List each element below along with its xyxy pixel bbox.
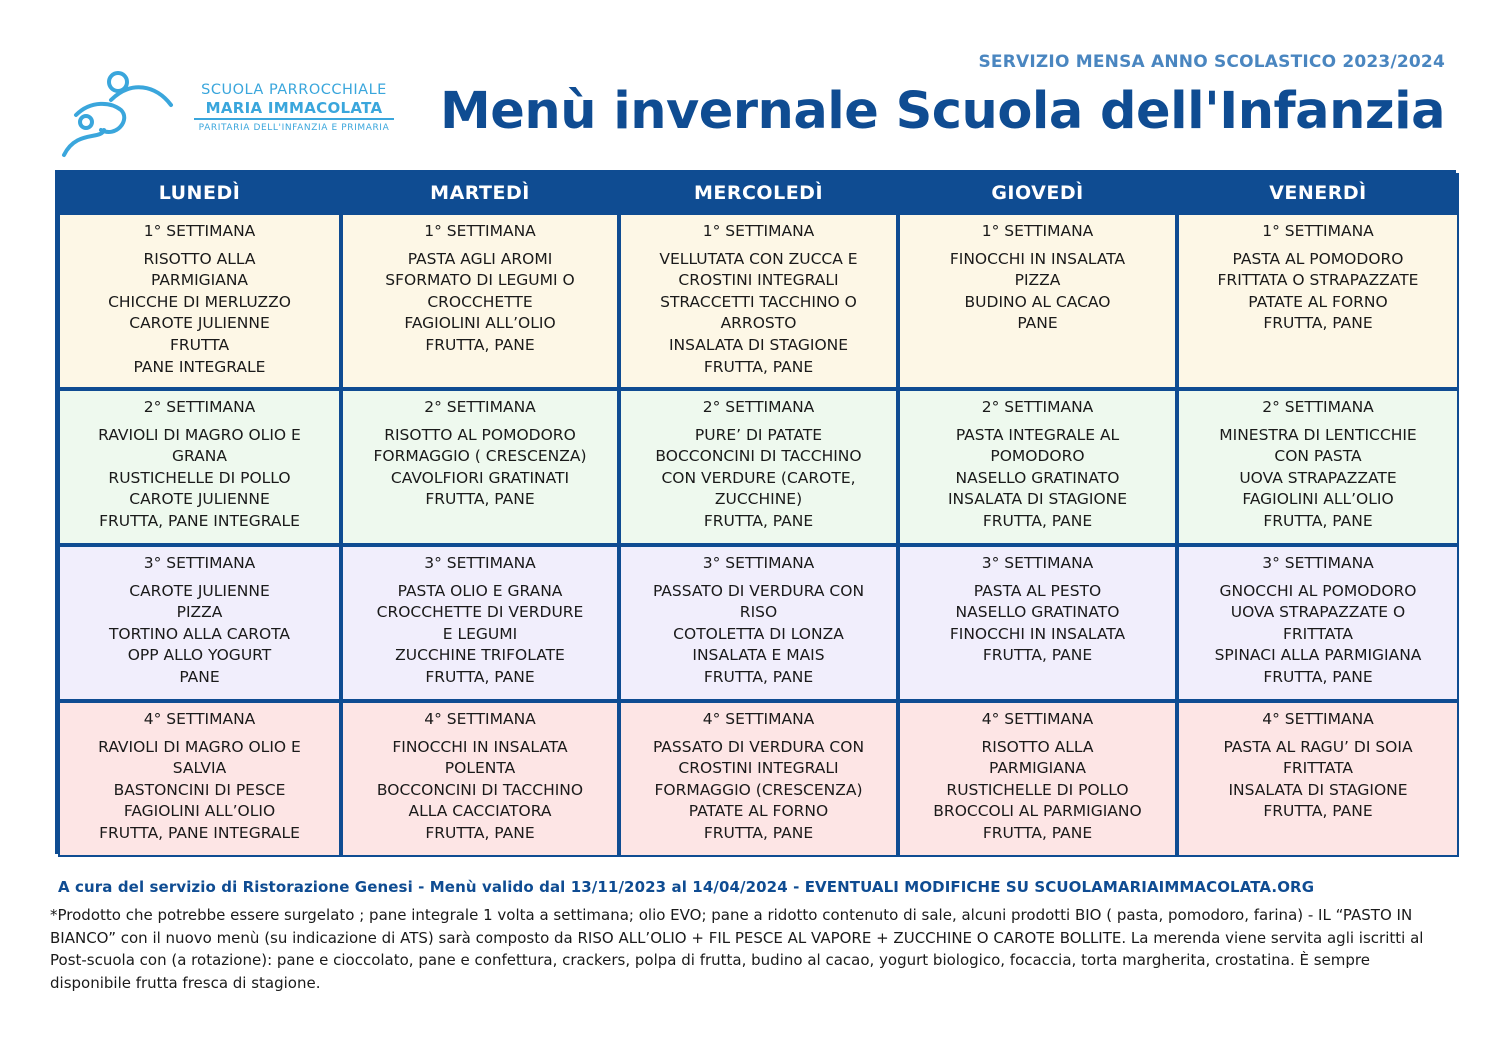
- week-label: 3° SETTIMANA: [981, 554, 1094, 572]
- menu-items: PASTA OLIO E GRANA CROCCHETTE DI VERDURE E LEGUMI ZUCCHINE TRIFOLATE FRUTTA, PANE: [376, 581, 584, 686]
- week-label: 2° SETTIMANA: [424, 398, 536, 416]
- day-header: LUNEDÌ: [58, 173, 341, 213]
- menu-cell: [619, 701, 898, 857]
- menu-cell: [341, 545, 619, 701]
- menu-items: RISOTTO ALLA PARMIGIANA CHICCHE DI MERLUZZO CAROTE JULIENNE FRUTTA PANE INTEGRALE: [108, 249, 291, 376]
- logo-line-1: SCUOLA PARROCCHIALE: [201, 82, 387, 98]
- week-label: 3° SETTIMANA: [143, 554, 256, 572]
- footer-notes: *Prodotto che potrebbe essere surgelato ; pane integrale 1 volta a settimana; olio EVO; pane a ridotto contenuto di sale, alcuni prodotti BIO ( pasta, pomodoro, farina) - IL “PASTO IN BIANCO” con il nuovo menù (su indicazione di ATS) sarà composto da RISO ALL’OLIO + FIL PESCE AL VAPORE + ZUCCHINE O CAROTE BOLLITE. La merenda viene servita agli iscritti al Post-scuola con (a rotazione): pane e cioccolato, pane e confettura, crackers, polpa di frutta, budino al cacao, yogurt biologico, focaccia, torta margherita, crostatina. È sempre disponibile frutta fresca di stagione.: [50, 906, 1424, 992]
- menu-items: RISOTTO ALLA PARMIGIANA RUSTICHELLE DI POLLO BROCCOLI AL PARMIGIANO FRUTTA, PANE: [933, 737, 1142, 842]
- menu-cell: [619, 389, 898, 545]
- week-label: 1° SETTIMANA: [143, 222, 256, 240]
- menu-cell: [341, 701, 619, 857]
- logo-line-2: MARIA IMMACOLATA: [194, 99, 394, 120]
- week-label: 3° SETTIMANA: [424, 554, 536, 572]
- logo-line-3: PARITARIA DELL'INFANZIA E PRIMARIA: [198, 123, 390, 133]
- week-label: 4° SETTIMANA: [424, 710, 536, 728]
- footer-credits: A cura del servizio di Ristorazione Genesi - Menù valido dal 13/11/2023 al 14/04/2024 - EVENTUALI MODIFICHE SU SCUOLAMARIAIMMACOLATA.ORG: [58, 878, 1315, 896]
- menu-cell: [619, 213, 898, 389]
- menu-items: PASTA AGLI AROMI SFORMATO DI LEGUMI O CROCCHETTE FAGIOLINI ALL’OLIO FRUTTA, PANE: [385, 249, 575, 354]
- menu-cell: [1177, 389, 1459, 545]
- week-label: 2° SETTIMANA: [702, 398, 815, 416]
- menu-cell: [898, 701, 1177, 857]
- menu-items: FINOCCHI IN INSALATA POLENTA BOCCONCINI DI TACCHINO ALLA CACCIATORA FRUTTA, PANE: [376, 737, 584, 842]
- week-label: 3° SETTIMANA: [1262, 554, 1374, 572]
- menu-cell: [1177, 213, 1459, 389]
- week-label: 1° SETTIMANA: [1262, 222, 1374, 240]
- menu-items: PASTA INTEGRALE AL POMODORO NASELLO GRATINATO INSALATA DI STAGIONE FRUTTA, PANE: [947, 425, 1128, 530]
- menu-cell: [341, 213, 619, 389]
- menu-cell: [58, 701, 341, 857]
- menu-cell: [58, 213, 341, 389]
- menu-items: VELLUTATA CON ZUCCA E CROSTINI INTEGRALI STRACCETTI TACCHINO O ARROSTO INSALATA DI STAGIONE FRUTTA, PANE: [659, 249, 858, 376]
- menu-items: PASSATO DI VERDURA CON CROSTINI INTEGRALI FORMAGGIO (CRESCENZA) PATATE AL FORNO FRUTTA, PANE: [652, 737, 865, 842]
- menu-cell: [898, 213, 1177, 389]
- week-label: 1° SETTIMANA: [702, 222, 815, 240]
- menu-items: FINOCCHI IN INSALATA PIZZA BUDINO AL CACAO PANE: [949, 249, 1126, 333]
- week-label: 2° SETTIMANA: [981, 398, 1094, 416]
- week-label: 4° SETTIMANA: [1262, 710, 1374, 728]
- menu-items: MINESTRA DI LENTICCHIE CON PASTA UOVA STRAPAZZATE FAGIOLINI ALL’OLIO FRUTTA, PANE: [1219, 425, 1417, 530]
- menu-items: PASSATO DI VERDURA CON RISO COTOLETTA DI LONZA INSALATA E MAIS FRUTTA, PANE: [652, 581, 865, 686]
- menu-cell: [898, 545, 1177, 701]
- menu-table: [55, 170, 1456, 854]
- page-title: Menù invernale Scuola dell'Infanzia: [440, 82, 1445, 141]
- week-label: 1° SETTIMANA: [424, 222, 536, 240]
- school-logo: [56, 68, 396, 160]
- menu-items: PURE’ DI PATATE BOCCONCINI DI TACCHINO CON VERDURE (CAROTE, ZUCCHINE) FRUTTA, PANE: [655, 425, 862, 530]
- week-label: 4° SETTIMANA: [702, 710, 815, 728]
- week-label: 3° SETTIMANA: [702, 554, 815, 572]
- menu-items: CAROTE JULIENNE PIZZA TORTINO ALLA CAROTA OPP ALLO YOGURT PANE: [108, 581, 291, 686]
- menu-cell: [1177, 545, 1459, 701]
- week-label: 1° SETTIMANA: [981, 222, 1094, 240]
- menu-cell: [58, 545, 341, 701]
- menu-items: PASTA AL RAGU’ DI SOIA FRITTATA INSALATA DI STAGIONE FRUTTA, PANE: [1223, 737, 1413, 821]
- day-header: GIOVEDÌ: [898, 173, 1177, 213]
- menu-items: RAVIOLI DI MAGRO OLIO E SALVIA BASTONCINI DI PESCE FAGIOLINI ALL’OLIO FRUTTA, PANE INTEGRALE: [98, 737, 301, 842]
- day-header: MERCOLEDÌ: [619, 173, 898, 213]
- menu-cell: [58, 389, 341, 545]
- menu-items: PASTA AL PESTO NASELLO GRATINATO FINOCCHI IN INSALATA FRUTTA, PANE: [949, 581, 1126, 665]
- menu-items: RISOTTO AL POMODORO FORMAGGIO ( CRESCENZA) CAVOLFIORI GRATINATI FRUTTA, PANE: [373, 425, 587, 509]
- menu-items: RAVIOLI DI MAGRO OLIO E GRANA RUSTICHELLE DI POLLO CAROTE JULIENNE FRUTTA, PANE INTEGRALE: [98, 425, 301, 530]
- week-label: 2° SETTIMANA: [143, 398, 256, 416]
- menu-cell: [898, 389, 1177, 545]
- week-label: 2° SETTIMANA: [1262, 398, 1374, 416]
- menu-cell: [341, 389, 619, 545]
- logo-figures-icon: [56, 70, 186, 160]
- week-label: 4° SETTIMANA: [981, 710, 1094, 728]
- menu-items: GNOCCHI AL POMODORO UOVA STRAPAZZATE O FRITTATA SPINACI ALLA PARMIGIANA FRUTTA, PANE: [1214, 581, 1422, 686]
- week-label: 4° SETTIMANA: [143, 710, 256, 728]
- service-subtitle: SERVIZIO MENSA ANNO SCOLASTICO 2023/2024: [978, 52, 1445, 72]
- day-header: VENERDÌ: [1177, 173, 1459, 213]
- menu-cell: [619, 545, 898, 701]
- menu-items: PASTA AL POMODORO FRITTATA O STRAPAZZATE PATATE AL FORNO FRUTTA, PANE: [1217, 249, 1419, 333]
- day-header: MARTEDÌ: [341, 173, 619, 213]
- menu-cell: [1177, 701, 1459, 857]
